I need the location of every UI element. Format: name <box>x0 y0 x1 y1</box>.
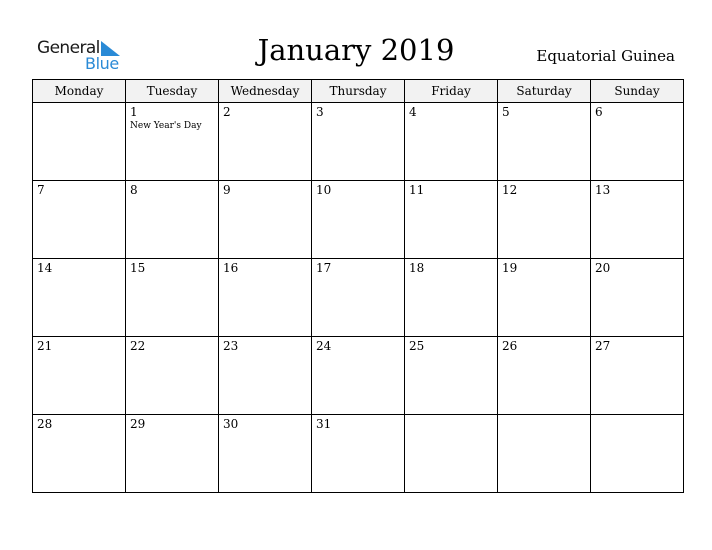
day-number: 3 <box>316 105 324 119</box>
day-number: 2 <box>223 105 231 119</box>
day-cell <box>219 259 312 337</box>
day-cell <box>312 103 405 181</box>
country-name: Equatorial Guinea <box>536 47 675 65</box>
weekday-header: Sunday <box>591 80 684 103</box>
week-row <box>33 415 684 493</box>
weekday-header: Friday <box>405 80 498 103</box>
day-number: 22 <box>130 339 146 353</box>
week-row <box>33 259 684 337</box>
day-cell <box>219 337 312 415</box>
day-number: 28 <box>37 417 53 431</box>
weekday-header: Monday <box>33 80 126 103</box>
day-number <box>33 103 125 105</box>
day-cell <box>126 337 219 415</box>
logo-word-general: General <box>37 38 100 58</box>
day-cell <box>33 259 126 337</box>
day-cell <box>33 415 126 493</box>
day-cell <box>219 415 312 493</box>
day-number: 16 <box>223 261 239 275</box>
weekday-header: Wednesday <box>219 80 312 103</box>
day-number: 12 <box>502 183 518 197</box>
day-cell <box>219 103 312 181</box>
weekday-header: Thursday <box>312 80 405 103</box>
day-number: 8 <box>130 183 138 197</box>
calendar-grid <box>32 79 684 493</box>
day-cell <box>126 259 219 337</box>
day-number: 19 <box>502 261 518 275</box>
day-number: 11 <box>409 183 425 197</box>
day-cell <box>312 337 405 415</box>
day-cell <box>219 181 312 259</box>
day-number: 25 <box>409 339 425 353</box>
holiday-label: New Year's Day <box>130 121 202 131</box>
day-cell <box>498 337 591 415</box>
day-number: 13 <box>595 183 611 197</box>
day-cell <box>405 259 498 337</box>
day-cell <box>126 103 219 181</box>
weekday-header-row <box>33 80 684 103</box>
day-number: 31 <box>316 417 332 431</box>
day-cell <box>126 181 219 259</box>
day-number: 18 <box>409 261 425 275</box>
day-cell <box>312 259 405 337</box>
day-number: 21 <box>37 339 53 353</box>
logo-word-blue: Blue <box>85 54 119 73</box>
week-row <box>33 181 684 259</box>
day-number <box>498 415 590 417</box>
day-number <box>591 415 683 417</box>
week-row <box>33 103 684 181</box>
calendar-title: January 2019 <box>257 33 455 67</box>
day-number: 30 <box>223 417 239 431</box>
day-cell <box>126 415 219 493</box>
day-cell <box>498 103 591 181</box>
day-number: 17 <box>316 261 332 275</box>
day-number: 23 <box>223 339 239 353</box>
day-number <box>405 415 497 417</box>
week-row <box>33 337 684 415</box>
day-number: 9 <box>223 183 231 197</box>
day-number: 5 <box>502 105 510 119</box>
day-number: 14 <box>37 261 53 275</box>
day-number: 27 <box>595 339 611 353</box>
day-cell <box>405 103 498 181</box>
day-cell <box>312 415 405 493</box>
day-number: 7 <box>37 183 45 197</box>
day-cell <box>498 415 591 493</box>
day-cell <box>33 181 126 259</box>
day-cell <box>498 181 591 259</box>
day-number: 15 <box>130 261 146 275</box>
day-cell <box>591 259 684 337</box>
day-cell <box>591 103 684 181</box>
weekday-header: Saturday <box>498 80 591 103</box>
day-cell <box>405 415 498 493</box>
day-cell <box>405 181 498 259</box>
day-cell <box>33 103 126 181</box>
day-cell <box>591 181 684 259</box>
day-cell <box>312 181 405 259</box>
day-number: 26 <box>502 339 518 353</box>
day-cell <box>591 337 684 415</box>
day-number: 4 <box>409 105 417 119</box>
day-number: 20 <box>595 261 611 275</box>
day-number: 1 <box>130 105 138 119</box>
day-number: 10 <box>316 183 332 197</box>
day-cell <box>498 259 591 337</box>
day-number: 29 <box>130 417 146 431</box>
day-cell <box>591 415 684 493</box>
day-cell <box>33 337 126 415</box>
weekday-header: Tuesday <box>126 80 219 103</box>
day-number: 6 <box>595 105 603 119</box>
day-number: 24 <box>316 339 332 353</box>
day-cell <box>405 337 498 415</box>
